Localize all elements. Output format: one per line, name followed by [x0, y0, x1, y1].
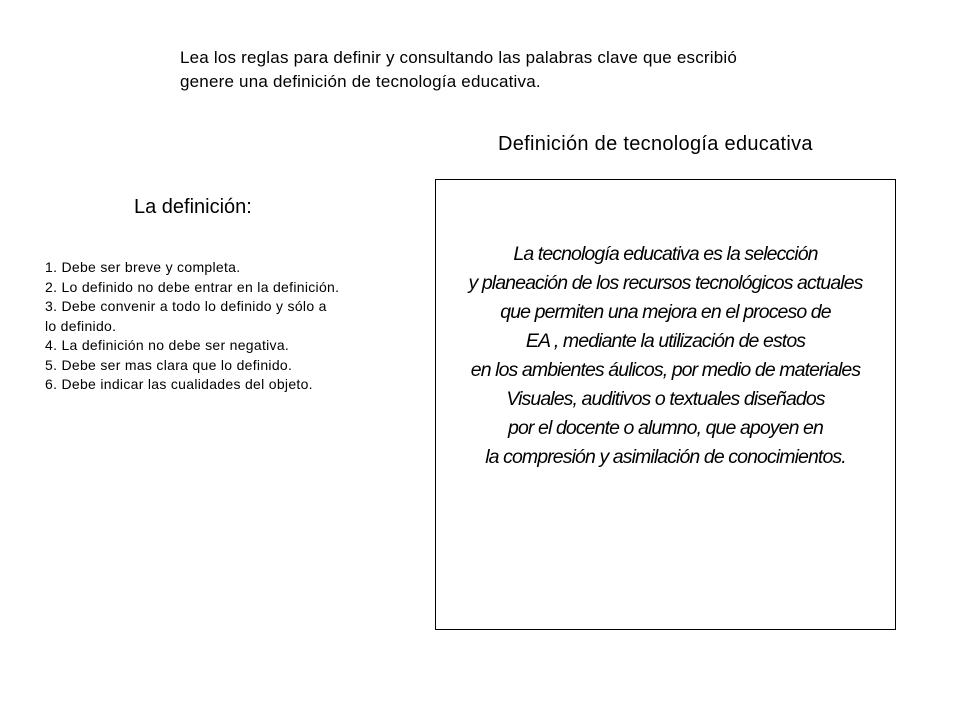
definition-box	[435, 179, 896, 630]
definition-line: y planeación de los recursos tecnológicos actuales	[468, 272, 863, 294]
definition-text	[436, 240, 895, 472]
rule-item: 1. Debe ser breve y completa.	[45, 259, 241, 275]
rules-list	[45, 258, 430, 395]
definition-line: por el docente o alumno, que apoyen en	[508, 417, 823, 439]
definition-line: EA , mediante la utilización de estos	[525, 330, 806, 352]
definition-heading: Definición de tecnología educativa	[498, 133, 813, 155]
instructions-line: Lea los reglas para definir y consultando las palabras clave que escribió	[180, 48, 738, 67]
rule-item: 3. Debe convenir a todo lo definido y sólo a	[45, 298, 327, 314]
definition-line: La tecnología educativa es la selección	[513, 243, 818, 265]
rule-item: 2. Lo definido no debe entrar en la definición.	[45, 278, 340, 295]
definition-line: en los ambientes áulicos, por medio de materiales	[470, 359, 861, 381]
instructions-line: genere una definición de tecnología educativa.	[180, 72, 541, 91]
instructions-text	[180, 46, 900, 94]
rule-item: 6. Debe indicar las cualidades del objeto.	[45, 376, 313, 392]
rule-item: 5. Debe ser mas clara que lo definido.	[45, 356, 293, 373]
definition-line: que permiten una mejora en el proceso de	[500, 301, 831, 323]
rule-item: lo definido.	[45, 317, 117, 334]
definition-line: la compresión y asimilación de conocimientos.	[485, 446, 846, 468]
definition-line: Visuales, auditivos o textuales diseñados	[506, 388, 825, 410]
rules-heading: La definición:	[134, 196, 252, 218]
rule-item: 4. La definición no debe ser negativa.	[45, 337, 290, 353]
